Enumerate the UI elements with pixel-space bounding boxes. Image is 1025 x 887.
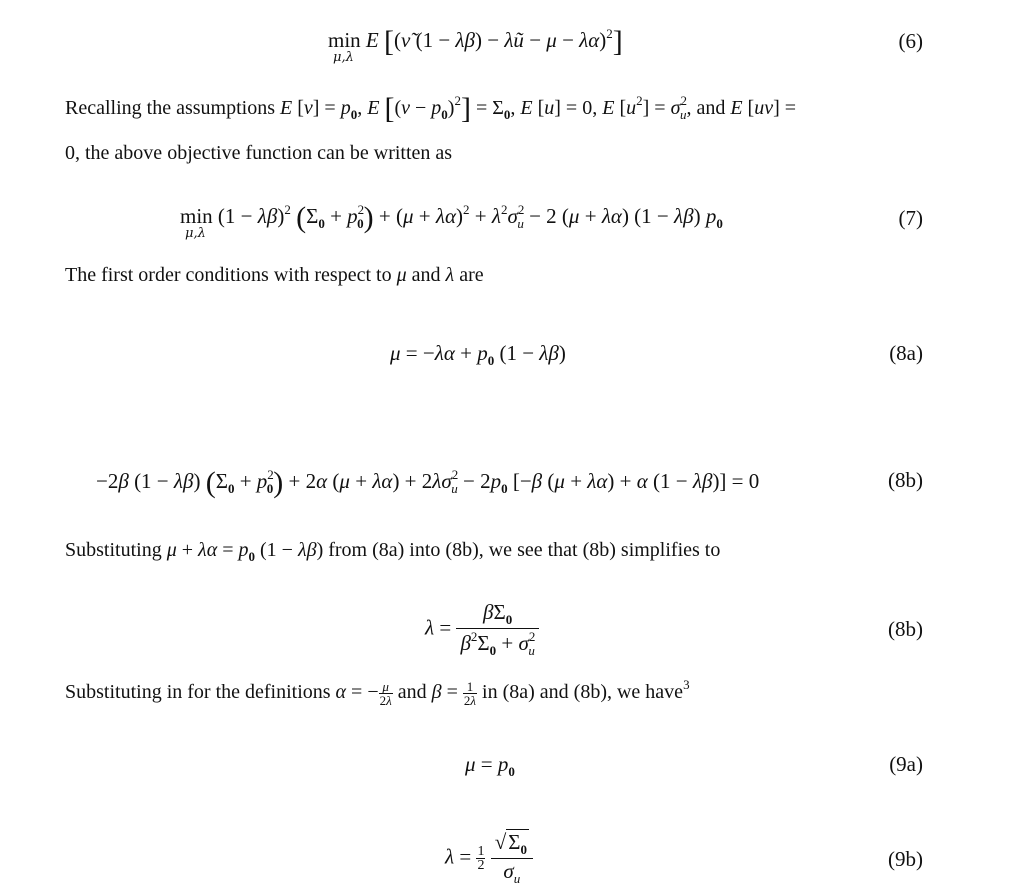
equation-number: (8b) xyxy=(888,468,923,492)
equation-number: (9b) xyxy=(888,847,923,871)
equation-8b-simplified: λ = $\frac{\beta\Sigma_0}{\beta^2\Sigma_0 + \sigma^2_u}$ xyxy=(425,600,539,659)
equation-number: (8a) xyxy=(889,341,923,365)
equation-number: (9a) xyxy=(889,752,923,776)
equation-number: (7) xyxy=(898,206,923,230)
equation-8b: −2β (1 − λβ) $(\Sigma_0 + p^2_0) + 2\alpha$ $(\mu + \lambda\alpha) + 2\lambda\sigma^2_u - 2p_0$ [−β (μ + λα) + α (1 − λβ)] = 0 xyxy=(96,466,760,499)
equation-7: $\min (1 - \lambda\beta)^2$ $(\Sigma_0 + p^2_0) + (\mu + \lambda\alpha)^2 + \lambda^2\sigma^2_u - 2$ (μ + λα) (1 − λβ) $p_0$ xyxy=(180,201,723,234)
paragraph-first-order: The first order conditions with respect to μ and λ are xyxy=(65,264,484,286)
equation-9a: $\mu = p_0$ xyxy=(465,752,515,779)
equation-number: (6) xyxy=(898,29,923,53)
equation-number: (8b) xyxy=(888,617,923,641)
min-operator: min xyxy=(180,204,213,228)
paragraph-assumptions: Recalling the assumptions E $[\nu] = p_0$, E $[(\nu - p_0)^2] = \Sigma_0$, E [u] = 0, E $[u^2] = \sigma^2_u$, and E [uν] = 0, the above objective function can be written as xyxy=(65,92,797,164)
paragraph-substituting: Substituting $\mu + \lambda\alpha = p_0$ (1 − λβ) from (8a) into (8b), we see that (8b) simplifies to xyxy=(65,539,721,564)
equation-9b: λ = $\frac{1}{2}$ $\frac{√\Sigma_0}{\sigma_u}$ xyxy=(445,830,533,887)
paragraph-definitions: Substituting in for the definitions α = − $\frac{\mu}{2\lambda}$ and β = $\frac{1}{2\lambda}$ in (8a) and (8b), we have$^3$ xyxy=(65,677,690,708)
min-subscript: μ,λ xyxy=(333,50,354,65)
min-subscript: μ,λ xyxy=(185,226,206,241)
equation-6: min E [(ν̃ (1 − λβ) − λũ − μ − λα)$^2$] xyxy=(328,25,623,58)
min-operator: min xyxy=(328,28,361,52)
equation-8a: $\mu = -\lambda\alpha + p_0$ (1 − λβ) xyxy=(390,341,566,368)
